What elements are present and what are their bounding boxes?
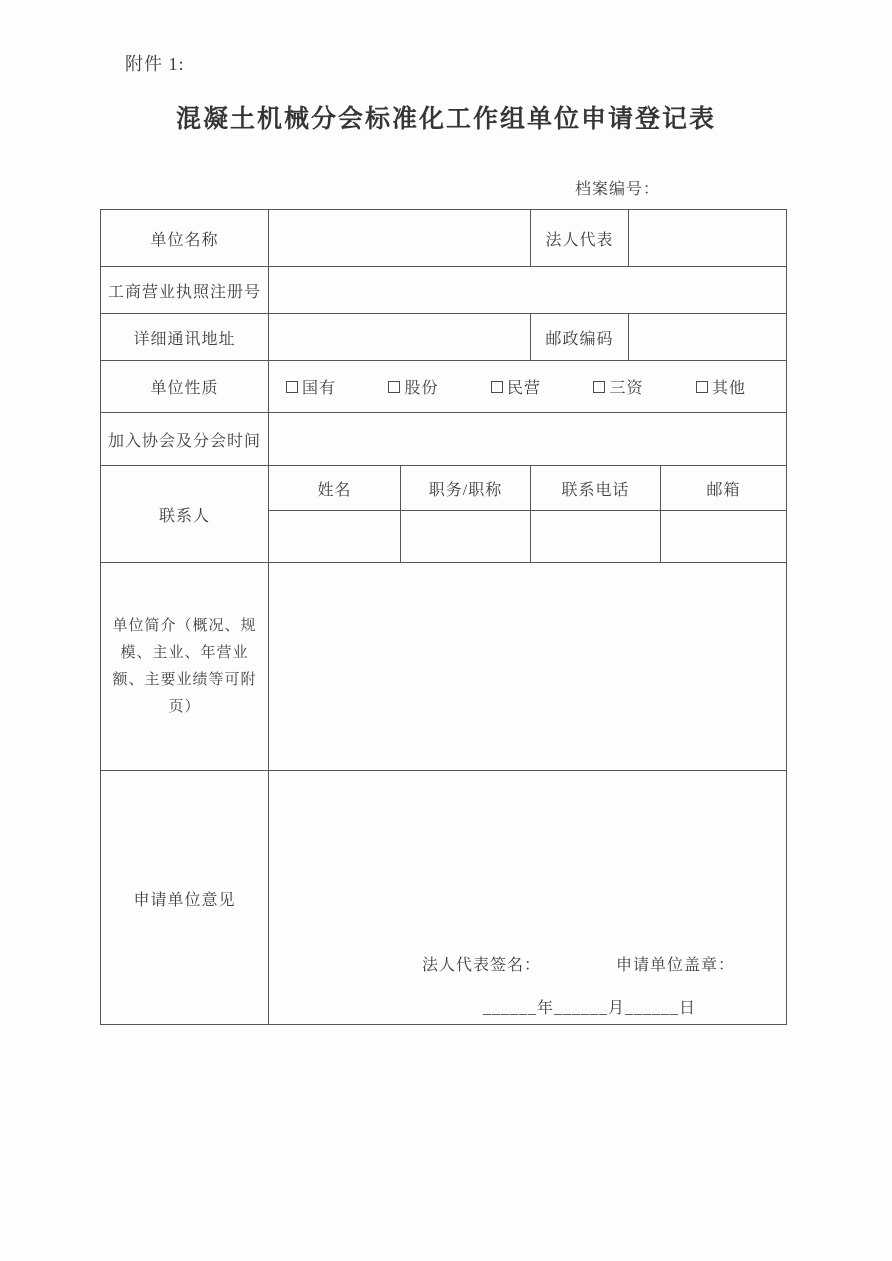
- legal-rep-label: 法人代表: [531, 210, 629, 267]
- contact-label: 联系人: [101, 466, 269, 563]
- page-title: 混凝土机械分会标准化工作组单位申请登记表: [175, 106, 716, 133]
- checkbox-icon: [696, 381, 708, 393]
- join-time-value-cell: [269, 413, 786, 466]
- row-profile: [101, 563, 786, 771]
- license-value-cell: [269, 267, 786, 314]
- profile-value-cell: [269, 563, 786, 771]
- nature-options-cell: [269, 361, 786, 413]
- option-label: 其他: [711, 380, 746, 397]
- opinion-value-cell: [269, 771, 786, 1025]
- postcode-label: 邮政编码: [531, 314, 629, 361]
- address-value-cell: [269, 314, 531, 361]
- contact-header-phone: 联系电话: [531, 466, 661, 511]
- option-label: 三资: [609, 380, 644, 397]
- option-label: 国有: [302, 380, 337, 397]
- option-state-owned: [286, 375, 336, 398]
- date-fill-line: ______年______月______日: [483, 1000, 697, 1017]
- unit-name-value-cell: [269, 210, 531, 267]
- row-unit-name: [101, 210, 786, 267]
- contact-position-cell: [401, 511, 531, 563]
- join-time-label: 加入协会及分会时间: [101, 413, 269, 466]
- contact-subtable: [269, 466, 786, 563]
- row-nature: [101, 361, 786, 413]
- checkbox-icon: [491, 381, 503, 393]
- checkbox-icon: [593, 381, 605, 393]
- contact-header-email: 邮箱: [661, 466, 786, 511]
- contact-email-cell: [661, 511, 786, 563]
- row-join-time: [101, 413, 786, 466]
- registration-form-table: [100, 209, 787, 1025]
- postcode-value-cell: [629, 314, 786, 361]
- option-foreign: [593, 375, 643, 398]
- option-shareholding: [388, 375, 438, 398]
- contact-value-row: [269, 511, 786, 563]
- contact-name-cell: [269, 511, 401, 563]
- attachment-label: 附件 1:: [125, 54, 185, 74]
- option-label: 民营: [506, 380, 541, 397]
- legal-rep-value-cell: [629, 210, 786, 267]
- checkbox-icon: [286, 381, 298, 393]
- nature-label: 单位性质: [101, 361, 269, 413]
- row-contact: [101, 466, 786, 563]
- checkbox-icon: [388, 381, 400, 393]
- row-address: [101, 314, 786, 361]
- contact-header-name: 姓名: [269, 466, 401, 511]
- address-label: 详细通讯地址: [101, 314, 269, 361]
- option-private: [491, 375, 541, 398]
- option-label: 股份: [404, 380, 439, 397]
- unit-seal-label: 申请单位盖章：: [616, 957, 736, 974]
- license-label: 工商营业执照注册号: [101, 267, 269, 314]
- profile-label: 单位简介（概况、规模、主业、年营业额、主要业绩等可附页）: [101, 563, 269, 771]
- archive-number-label: 档案编号：: [575, 181, 661, 198]
- row-opinion: [101, 771, 786, 1025]
- contact-header-row: [269, 466, 786, 511]
- opinion-label: 申请单位意见: [101, 771, 269, 1025]
- legal-rep-signature-label: 法人代表签名：: [422, 957, 542, 974]
- option-other: [696, 375, 746, 398]
- unit-name-label: 单位名称: [101, 210, 269, 267]
- contact-phone-cell: [531, 511, 661, 563]
- row-license: [101, 267, 786, 314]
- contact-header-position: 职务/职称: [401, 466, 531, 511]
